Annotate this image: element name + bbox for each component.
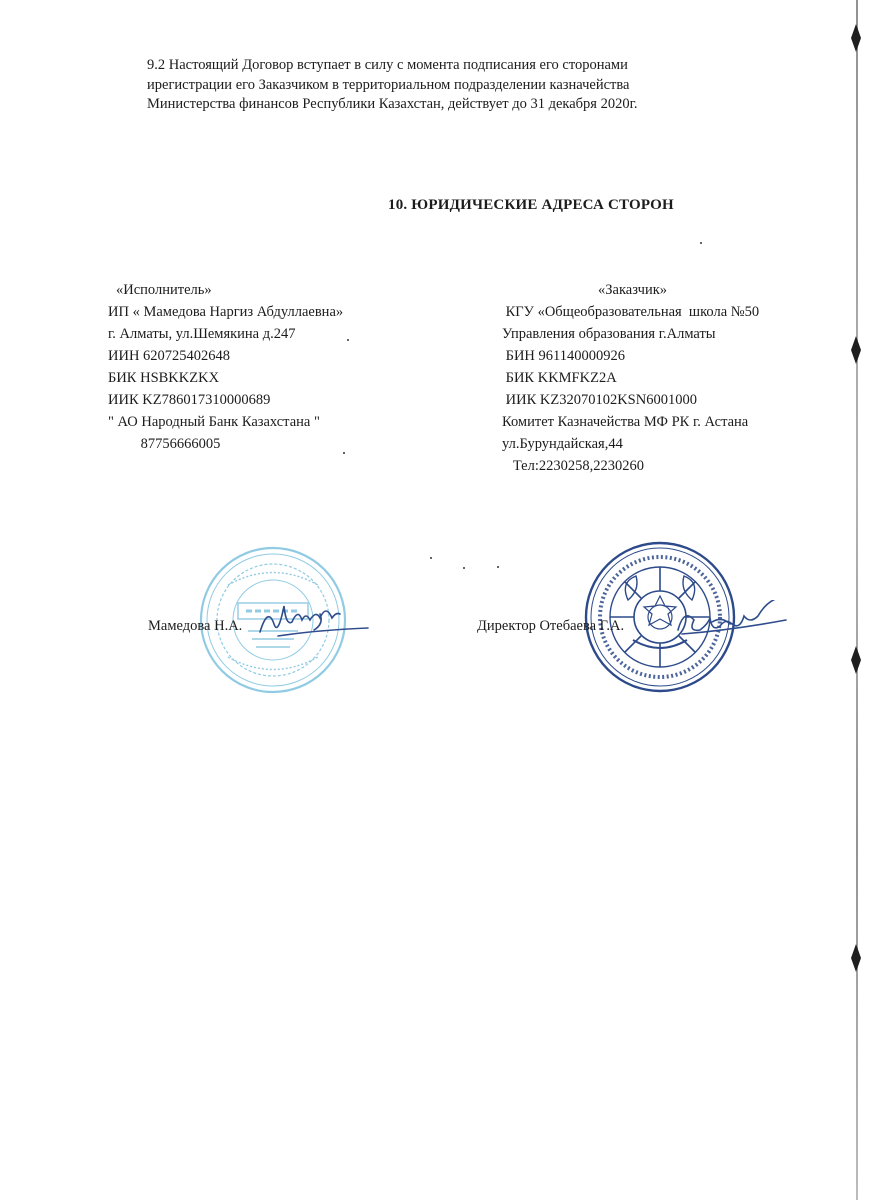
executor-line: БИК HSBKKZKX (108, 370, 220, 386)
binding-mark-icon (851, 336, 861, 350)
customer-role: «Заказчик» (598, 282, 667, 298)
customer-line: ул.Бурундайская,44 (502, 436, 623, 452)
executor-signature-name: Мамедова Н.А. (148, 618, 243, 634)
customer-signature-icon (672, 600, 792, 644)
scan-speck (700, 242, 702, 244)
customer-line: Управления образования г.Алматы (502, 326, 716, 342)
section-title: 10. ЮРИДИЧЕСКИЕ АДРЕСА СТОРОН (388, 197, 674, 213)
executor-line: ИП « Мамедова Наргиз Абдуллаевна» (108, 304, 344, 320)
scan-edge-line (856, 0, 858, 1200)
binding-mark-icon (851, 24, 861, 38)
scan-speck (347, 339, 349, 341)
scan-speck (463, 567, 465, 569)
binding-mark-icon (851, 646, 861, 660)
executor-role: «Исполнитель» (116, 282, 212, 298)
customer-line: ИИК KZ32070102KSN6001000 (502, 392, 697, 408)
scan-speck (430, 557, 432, 559)
executor-line: ИИН 620725402648 (108, 348, 231, 364)
clause-9-2: 9.2 Настоящий Договор вступает в силу с момента подписания его сторонами ирегистрации его Заказчиком в территориальном подразделении казначейства Министерства финансов Республики Казахстан, действует до 31 декабря 2020г. (147, 57, 638, 112)
executor-signature-icon (256, 600, 374, 642)
executor-block (108, 279, 343, 455)
customer-signature-name: Директор Отебаева Г.А. (477, 618, 625, 634)
customer-line: Тел:2230258,2230260 (502, 458, 645, 474)
scan-speck (343, 452, 345, 454)
binding-mark-icon (851, 944, 861, 958)
scan-speck (497, 566, 499, 568)
customer-line: Комитет Казначейства МФ РК г. Астана (502, 414, 749, 430)
customer-line: БИК KKMFKZ2A (502, 370, 617, 386)
executor-line: 87756666005 (108, 436, 221, 452)
customer-line: БИН 961140000926 (502, 348, 625, 364)
customer-block (502, 279, 759, 477)
executor-line: ИИК KZ786017310000689 (108, 392, 271, 408)
executor-line: г. Алматы, ул.Шемякина д.247 (108, 326, 296, 342)
executor-line: " АО Народный Банк Казахстана " (108, 414, 320, 430)
customer-line: КГУ «Общеобразовательная школа №50 (502, 304, 760, 320)
